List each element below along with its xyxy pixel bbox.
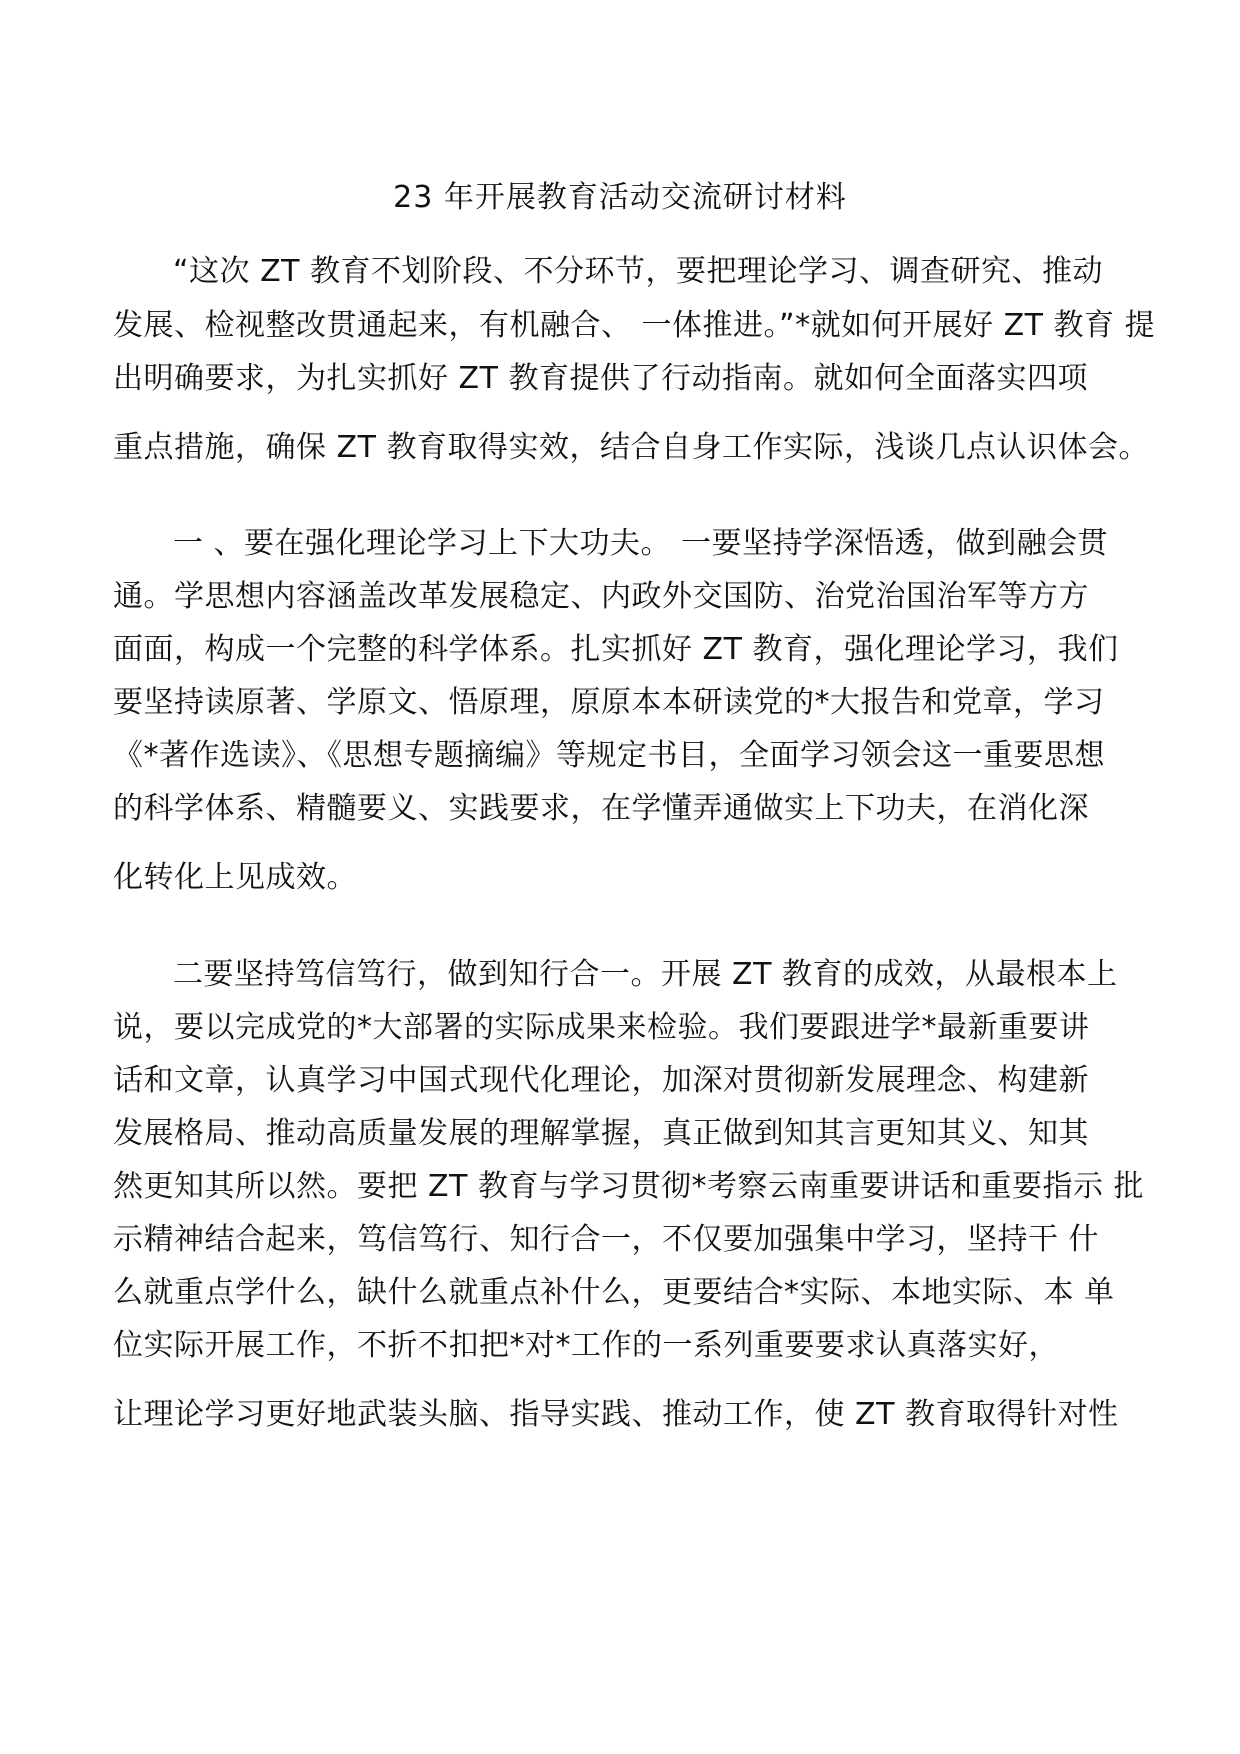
- paragraph-line: 然更知其所以然。要把 ZT 教育与学习贯彻*考察云南重要讲话和重要指示 批: [113, 1169, 1144, 1204]
- paragraph-line: 化转化上见成效。: [113, 860, 357, 895]
- document-title: 23 年开展教育活动交流研讨材料: [393, 180, 847, 215]
- paragraph-line: 么就重点学什么，缺什么就重点补什么，更要结合*实际、本地实际、本 单: [113, 1275, 1115, 1310]
- paragraph-line: 一 、要在强化理论学习上下大功夫。 一要坚持学深悟透，做到融会贯: [173, 526, 1109, 561]
- paragraph-line: 出明确要求，为扎实抓好 ZT 教育提供了行动指南。就如何全面落实四项: [113, 361, 1088, 396]
- paragraph-line: 示精神结合起来，笃信笃行、知行合一，不仅要加强集中学习，坚持干 什: [113, 1222, 1100, 1257]
- paragraph-line: 话和文章，认真学习中国式现代化理论，加深对贯彻新发展理念、构建新: [113, 1063, 1089, 1098]
- paragraph-line: 要坚持读原著、学原文、悟原理，原原本本研读党的*大报告和党章，学习: [113, 685, 1105, 720]
- paragraph-line: 让理论学习更好地武装头脑、指导实践、推动工作，使 ZT 教育取得针对性: [113, 1397, 1119, 1432]
- paragraph-line: 位实际开展工作，不折不扣把*对*工作的一系列重要要求认真落实好，: [113, 1328, 1059, 1363]
- paragraph-line: 的科学体系、精髓要义、实践要求，在学懂弄通做实上下功夫，在消化深: [113, 791, 1089, 826]
- paragraph-line: 面面，构成一个完整的科学体系。扎实抓好 ZT 教育，强化理论学习，我们: [113, 632, 1119, 667]
- paragraph-line: 说，要以完成党的*大部署的实际成果来检验。我们要跟进学*最新重要讲: [113, 1010, 1090, 1045]
- paragraph-line: 《*著作选读》、《思想专题摘编》等规定书目，全面学习领会这一重要思想: [113, 738, 1105, 773]
- paragraph-line: 通。学思想内容涵盖改革发展稳定、内政外交国防、治党治国治军等方方: [113, 579, 1089, 614]
- paragraph-line: 重点措施，确保 ZT 教育取得实效，结合自身工作实际，浅谈几点认识体会。: [113, 430, 1149, 465]
- paragraph-line: “这次 ZT 教育不划阶段、不分环节，要把理论学习、调查研究、推动: [173, 254, 1103, 289]
- paragraph-line: 发展、检视整改贯通起来，有机融合、 一体推进。”*就如何开展好 ZT 教育 提: [113, 308, 1156, 343]
- paragraph-line: 二要坚持笃信笃行，做到知行合一。开展 ZT 教育的成效，从最根本上: [173, 957, 1118, 992]
- paragraph-line: 发展格局、推动高质量发展的理解掌握，真正做到知其言更知其义、知其: [113, 1116, 1089, 1151]
